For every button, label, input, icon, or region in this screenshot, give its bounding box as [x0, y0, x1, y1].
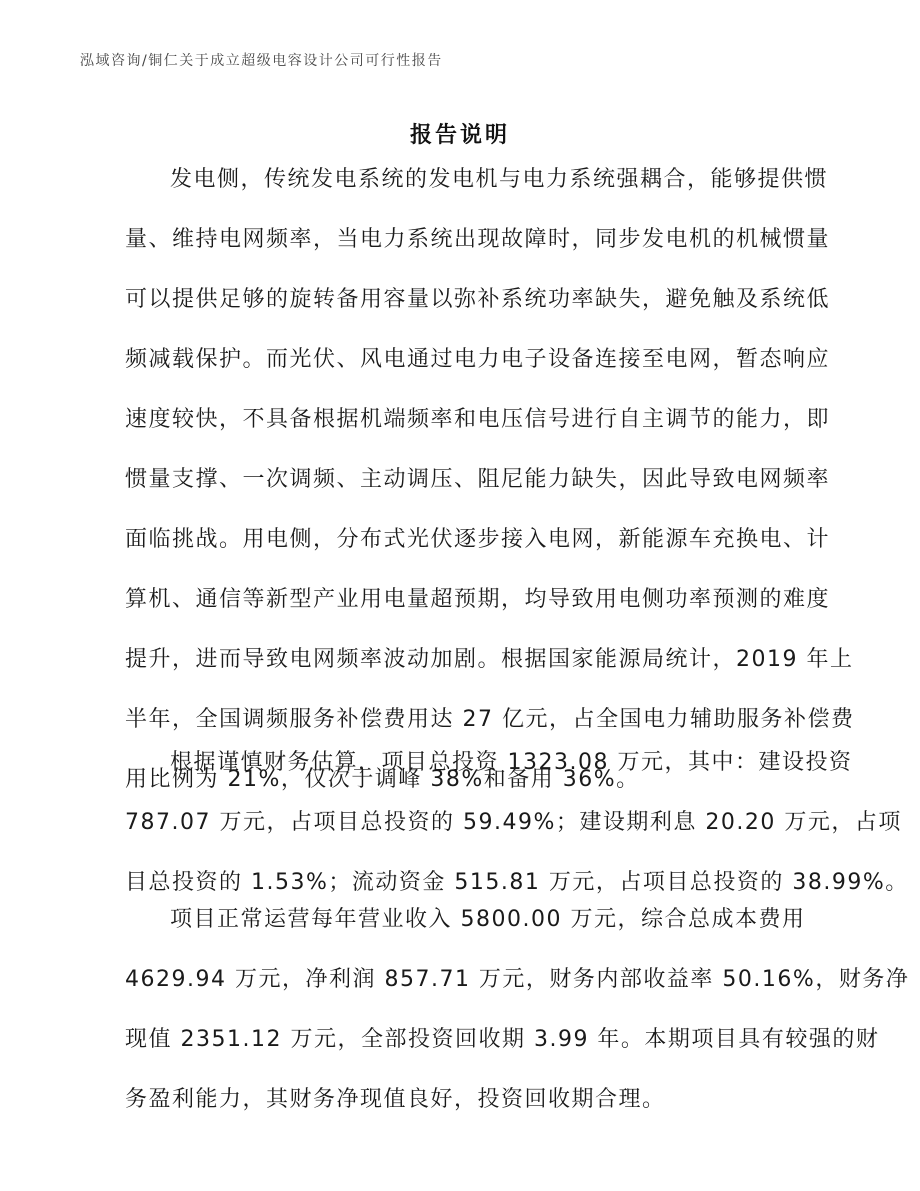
paragraph-line: 提升，进而导致电网频率波动加剧。根据国家能源局统计，2019 年上 — [125, 647, 854, 672]
paragraph-line: 半年，全国调频服务补偿费用达 27 亿元，占全国电力辅助服务补偿费 — [125, 707, 855, 732]
paragraph-line: 项目正常运营每年营业收入 5800.00 万元，综合总成本费用 — [170, 907, 806, 932]
paragraph-line: 速度较快，不具备根据机端频率和电压信号进行自主调节的能力，即 — [125, 407, 831, 432]
paragraph-line: 787.07 万元，占项目总投资的 59.49%；建设期利息 20.20 万元，占项 — [125, 810, 902, 835]
paragraph-line: 根据谨慎财务估算，项目总投资 1323.08 万元，其中：建设投资 — [170, 750, 853, 775]
paragraph-line: 用比例为 21%，仅次于调峰 38%和备用 36%。 — [125, 767, 640, 792]
paragraph-line: 算机、通信等新型产业用电量超预期，均导致用电侧功率预测的难度 — [125, 587, 831, 612]
paragraph-line: 可以提供足够的旋转备用容量以弥补系统功率缺失，避免触及系统低 — [125, 287, 831, 312]
paragraph-operations — [125, 890, 910, 1130]
paragraph-line: 面临挑战。用电侧，分布式光伏逐步接入电网，新能源车充换电、计 — [125, 527, 831, 552]
paragraph-line: 量、维持电网频率，当电力系统出现故障时，同步发电机的机械惯量 — [125, 227, 831, 252]
paragraph-investment — [125, 733, 909, 913]
running-header: 泓域咨询/铜仁关于成立超级电容设计公司可行性报告 — [80, 53, 443, 69]
paragraph-line: 务盈利能力，其财务净现值良好，投资回收期合理。 — [125, 1087, 666, 1112]
paragraph-background — [125, 150, 855, 810]
paragraph-line: 目总投资的 1.53%；流动资金 515.81 万元，占项目总投资的 38.99%。 — [125, 870, 909, 895]
page-title: 报告说明 — [409, 123, 510, 148]
paragraph-line: 现值 2351.12 万元，全部投资回收期 3.99 年。本期项目具有较强的财 — [125, 1027, 880, 1052]
paragraph-line: 发电侧，传统发电系统的发电机与电力系统强耦合，能够提供惯 — [170, 167, 829, 192]
paragraph-line: 频减载保护。而光伏、风电通过电力电子设备连接至电网，暂态响应 — [125, 347, 831, 372]
paragraph-line: 4629.94 万元，净利润 857.71 万元，财务内部收益率 50.16%，财务净 — [125, 967, 910, 992]
paragraph-line: 惯量支撑、一次调频、主动调压、阻尼能力缺失，因此导致电网频率 — [125, 467, 831, 492]
